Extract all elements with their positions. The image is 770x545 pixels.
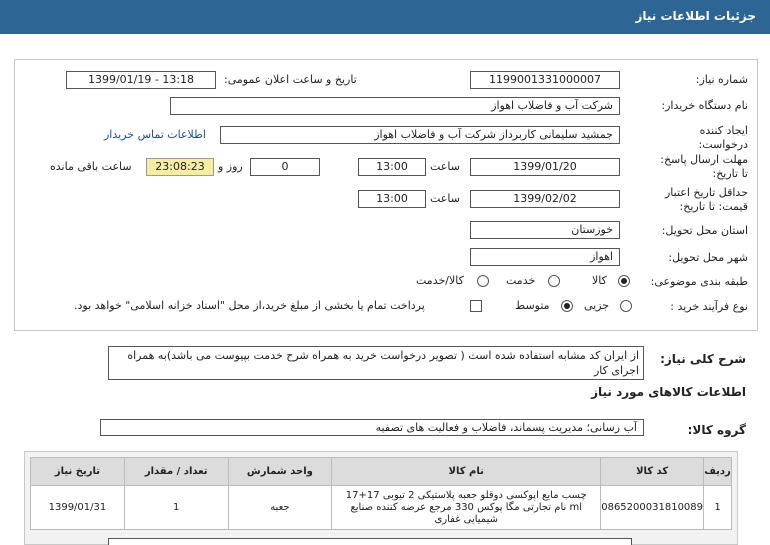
category-label: طبقه بندی موضوعی:: [650, 275, 748, 288]
row-name: چسب مایع اپوکسی دوقلو جعبه پلاستیکی 2 تیوبی 17+17 ml نام تجارتی مگا پوکس 330 مرجع عرضه کننده صنایع شیمیایی غفاری: [332, 486, 601, 530]
goods-group-label: گروه کالا:: [687, 423, 746, 437]
goods-info-title: اطلاعات کالاهای مورد نیاز: [591, 385, 746, 399]
table-row: [31, 486, 732, 530]
row-index: 1: [704, 486, 732, 530]
reply-time-label: ساعت: [430, 160, 460, 173]
province-label: استان محل تحویل:: [661, 224, 748, 237]
reply-deadline-label-line2: تا تاریخ:: [712, 167, 748, 180]
province-field: خوزستان: [470, 221, 620, 239]
city-field: اهواز: [470, 248, 620, 266]
description-text: از ایران کد مشابه استفاده شده است ( تصویر درخواست خرید به همراه شرح خدمت بپیوست می باشد)به همراه اجرای کار: [108, 346, 644, 380]
reply-deadline-label-line1: مهلت ارسال پاسخ:: [660, 153, 748, 166]
days-label: روز و: [218, 160, 243, 173]
page-title: جزئیات اطلاعات نیاز: [635, 9, 756, 23]
row-date: 1399/01/31: [31, 486, 125, 530]
row-qty: 1: [124, 486, 228, 530]
category-goods-radio[interactable]: [618, 275, 630, 287]
col-index-header: ردیف: [704, 458, 732, 486]
validity-time-field: 13:00: [358, 190, 426, 208]
goods-table-header: [31, 458, 732, 486]
description-label: شرح کلی نیاز:: [660, 352, 746, 366]
announce-date-label: تاریخ و ساعت اعلان عمومی:: [224, 73, 357, 86]
process-medium-label: متوسط: [515, 299, 550, 312]
partial-field-bottom: [108, 538, 632, 545]
treasury-payment-checkbox[interactable]: [470, 300, 482, 312]
creator-label-line1: ایجاد کننده: [699, 124, 748, 137]
col-code-header: کد کالا: [601, 458, 704, 486]
validity-time-label: ساعت: [430, 192, 460, 205]
process-minor-radio[interactable]: [620, 300, 632, 312]
col-unit-header: واحد شمارش: [228, 458, 332, 486]
reply-time-field: 13:00: [358, 158, 426, 176]
validity-date-field: 1399/02/02: [470, 190, 620, 208]
buyer-field: شرکت آب و فاضلاب اهواز: [170, 97, 620, 115]
need-number-label: شماره نیاز:: [695, 73, 748, 86]
row-unit: جعبه: [228, 486, 332, 530]
reply-date-field: 1399/01/20: [470, 158, 620, 176]
price-validity-label-line1: حداقل تاریخ اعتبار: [664, 186, 748, 199]
remaining-days-field: 0: [250, 158, 320, 176]
col-date-header: تاریخ نیاز: [31, 458, 125, 486]
announce-date-field: 1399/01/19 - 13:18: [66, 71, 216, 89]
process-minor-label: جزیی: [584, 299, 610, 312]
goods-table: [30, 457, 732, 530]
price-validity-label-line2: قیمت: تا تاریخ:: [679, 200, 748, 213]
process-label: نوع فرآیند خرید :: [670, 300, 748, 313]
creator-label-line2: درخواست:: [698, 138, 748, 151]
remaining-time-label: ساعت باقی مانده: [50, 160, 132, 173]
treasury-payment-note: پرداخت تمام یا بخشی از مبلغ خرید،از محل "اسناد خزانه اسلامی" خواهد بود.: [74, 299, 425, 312]
col-qty-header: تعداد / مقدار: [124, 458, 228, 486]
category-service-radio[interactable]: [548, 275, 560, 287]
city-label: شهر محل تحویل:: [668, 251, 748, 264]
category-goods-service-label: کالا/خدمت: [416, 274, 464, 287]
remaining-time-field: 23:08:23: [146, 158, 214, 176]
need-number-field: 1199001331000007: [470, 71, 620, 89]
category-service-label: خدمت: [506, 274, 536, 287]
process-medium-radio[interactable]: [561, 300, 573, 312]
row-code: 0865200031810089: [601, 486, 704, 530]
category-goods-label: کالا: [592, 274, 607, 287]
category-goods-service-radio[interactable]: [477, 275, 489, 287]
buyer-label: نام دستگاه خریدار:: [661, 99, 748, 112]
page-header: [0, 0, 770, 34]
col-name-header: نام کالا: [332, 458, 601, 486]
buyer-contact-link[interactable]: اطلاعات تماس خریدار: [104, 128, 206, 141]
goods-group-field: آب رسانی؛ مدیریت پسماند، فاضلاب و فعالیت های تصفیه: [100, 419, 644, 436]
creator-field: جمشید سلیمانی کاربرداز شرکت آب و فاضلاب اهواز: [220, 126, 620, 144]
